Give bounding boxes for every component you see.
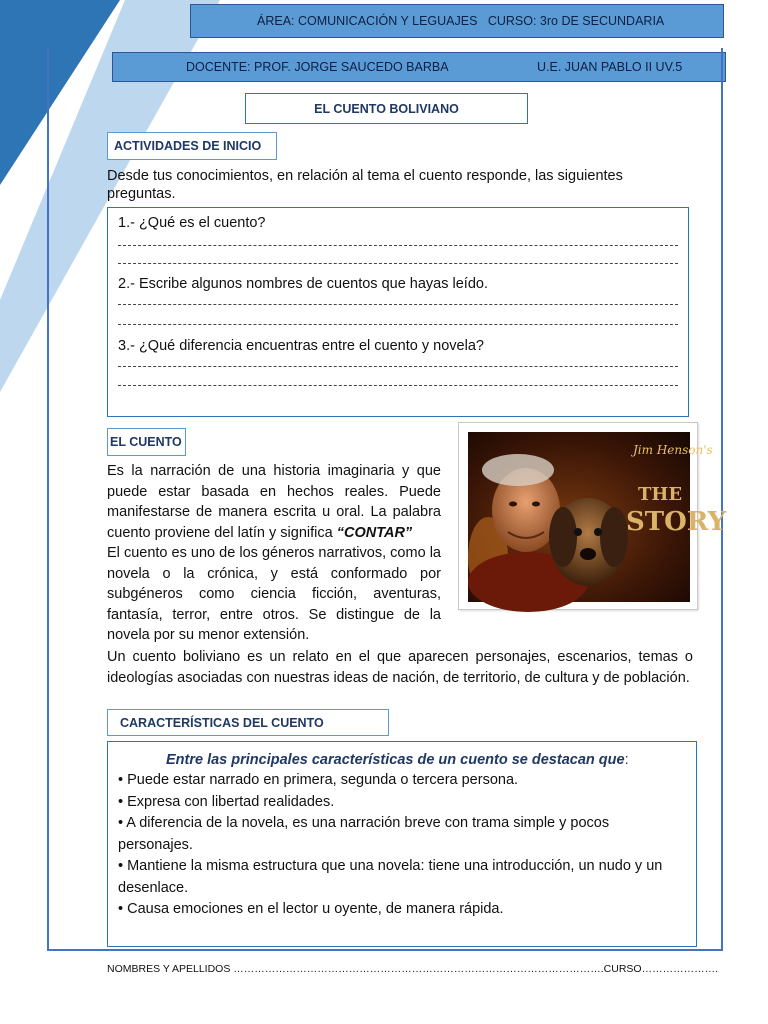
- inicio-intro: Desde tus conocimientos, en relación al tema el cuento responde, las siguientes preguntas.: [107, 168, 623, 202]
- header-area-bar: [190, 4, 724, 38]
- story-photo: [458, 422, 727, 610]
- questions-box: [107, 207, 689, 417]
- question-1: 1.- ¿Qué es el cuento?: [118, 215, 266, 231]
- section-heading-cuento: [107, 428, 186, 456]
- header-area-text: ÁREA: COMUNICACIÓN Y LEGUAJES CURSO: 3ro DE SECUNDARIA: [257, 14, 665, 28]
- section-heading-inicio-text: ACTIVIDADES DE INICIO: [114, 139, 262, 153]
- question-3: 3.- ¿Qué diferencia encuentras entre el cuento y novela?: [118, 338, 484, 354]
- caracteristicas-lead-colon: :: [624, 752, 629, 768]
- cuento-paragraph-1: [107, 461, 441, 543]
- caracteristicas-lead: [166, 750, 629, 771]
- story-photo-caption-2: THE: [638, 484, 683, 505]
- answer-line[interactable]: [118, 324, 678, 325]
- header-docente-text: DOCENTE: PROF. JORGE SAUCEDO BARBA: [186, 60, 449, 74]
- footer-name-line[interactable]: NOMBRES Y APELLIDOS …………………………………………………………………………………………….CURSO………………….: [107, 963, 718, 975]
- answer-line[interactable]: [118, 366, 678, 367]
- header-school-text: U.E. JUAN PABLO II UV.5: [537, 60, 683, 74]
- list-item: • A diferencia de la novela, es una narración breve con trama simple y pocos personajes.: [118, 815, 610, 853]
- answer-line[interactable]: [118, 263, 678, 264]
- caracteristicas-box: [107, 741, 697, 947]
- answer-line[interactable]: [118, 385, 678, 386]
- story-photo-caption-1: Jim Henson's: [633, 443, 713, 457]
- section-heading-caracteristicas: [107, 709, 389, 736]
- list-item: • Mantiene la misma estructura que una novela: tiene una introducción, un nudo y un desenlace.: [118, 858, 663, 896]
- section-heading-inicio: [107, 132, 277, 160]
- cuento-paragraph-2: El cuento es uno de los géneros narrativos, como la novela o la crónica, y está conformado por subgéneros como ciencia ficción, aventuras, fantasía, terror, entre otros. Se distingue de la novela por su menor extensión.: [107, 545, 441, 643]
- story-photo-image: [468, 432, 727, 602]
- cuento-paragraph-3: Un cuento boliviano es un relato en el que aparecen personajes, escenarios, temas o ideologías asociadas con nuestras ideas de nación, de territorio, de cultura y de población.: [107, 649, 693, 686]
- list-item: • Puede estar narrado en primera, segunda o tercera persona.: [118, 772, 519, 788]
- story-photo-caption-3: STORY: [626, 507, 727, 537]
- list-item: • Expresa con libertad realidades.: [118, 793, 335, 810]
- cuento-p1-emphasis: “CONTAR”: [336, 524, 413, 541]
- cuento-p1-text: Es la narración de una historia imaginaria y que puede estar basada en hechos reales. Puede manifestarse de manera escrita u oral. La palabra cuento proviene del latín y significa: [107, 463, 441, 541]
- page-title-text: EL CUENTO BOLIVIANO: [314, 101, 459, 116]
- section-heading-cuento-text: EL CUENTO: [110, 435, 182, 449]
- page-title: [245, 93, 528, 124]
- answer-line[interactable]: [118, 304, 678, 305]
- caracteristicas-lead-text: Entre las principales características de un cuento se destacan que: [166, 752, 625, 768]
- list-item: • Causa emociones en el lector u oyente, de manera rápida.: [118, 901, 504, 917]
- question-2: 2.- Escribe algunos nombres de cuentos que hayas leído.: [118, 276, 488, 292]
- section-heading-caracteristicas-text: CARACTERÍSTICAS DEL CUENTO: [120, 715, 324, 730]
- caracteristicas-list: [118, 770, 678, 921]
- answer-line[interactable]: [118, 245, 678, 246]
